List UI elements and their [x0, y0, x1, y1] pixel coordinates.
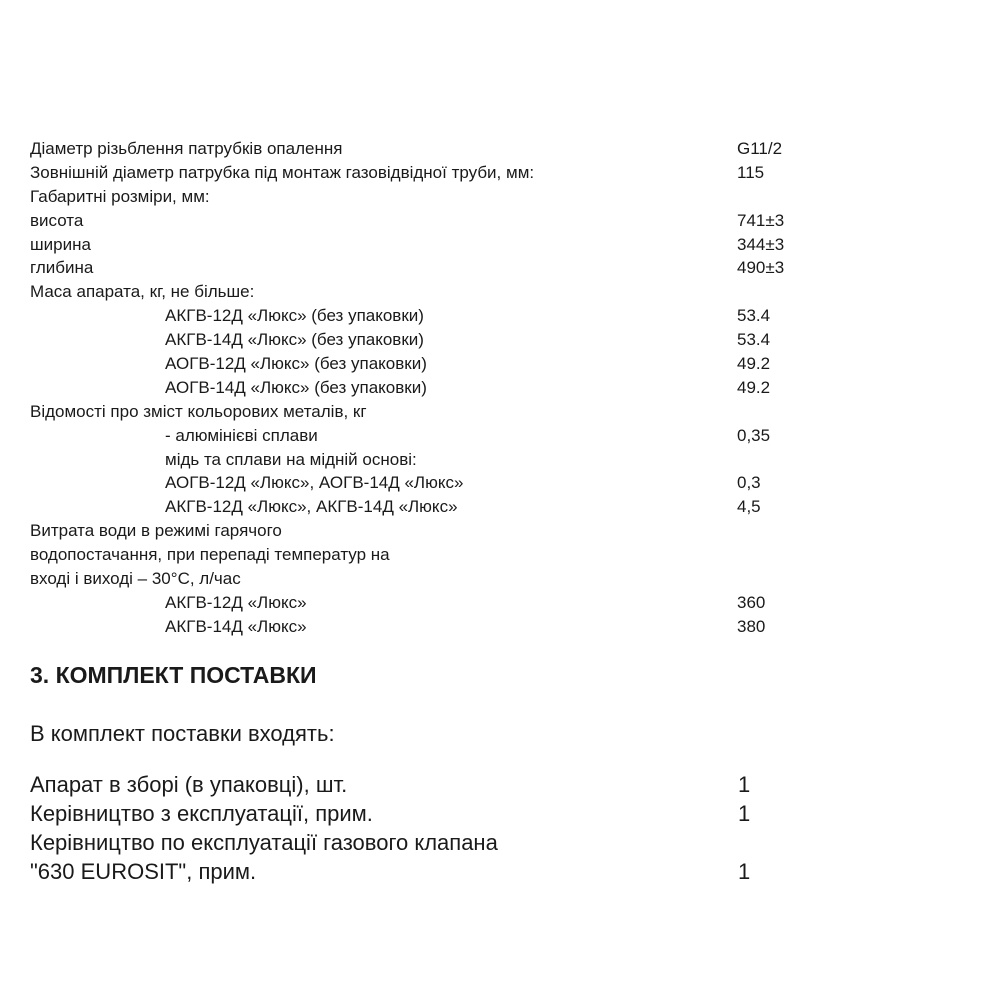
spec-label: АКГВ-12Д «Люкс» (без упаковки) [165, 306, 424, 326]
supply-item-label: Апарат в зборі (в упаковці), шт. [30, 772, 348, 797]
spec-row-water-flow-akgv-14d [30, 615, 970, 639]
spec-label: Маса апарата, кг, не більше: [30, 282, 255, 302]
supply-item-valve-manual-line1 [30, 828, 970, 857]
supply-item-label: "630 EUROSIT", прим. [30, 859, 257, 884]
spec-row-flue-pipe-diameter [30, 161, 970, 185]
spec-label: мідь та сплави на мідній основі: [165, 449, 417, 469]
spec-label: вході і виході – 30°С, л/час [30, 569, 241, 589]
spec-label: - алюмінієві сплави [165, 425, 318, 445]
spec-value: 360 [737, 592, 766, 612]
spec-label: АКГВ-14Д «Люкс» [165, 616, 307, 636]
section-title: 3. КОМПЛЕКТ ПОСТАВКИ [30, 662, 317, 688]
supply-item-valve-manual-line2 [30, 857, 970, 886]
spec-label: Зовнішній діаметр патрубка під монтаж газовідвідної труби, мм: [30, 162, 535, 182]
spec-label: Габаритні розміри, мм: [30, 186, 210, 206]
spec-value: 380 [737, 616, 766, 636]
supply-item-quantity: 1 [738, 859, 751, 884]
spec-row-mass-aogv-12d [30, 352, 970, 376]
spec-row-metals-heading [30, 400, 970, 424]
supply-intro: В комплект поставки входять: [30, 721, 335, 746]
spec-value: 49.2 [737, 354, 771, 374]
spec-value: 4,5 [737, 497, 761, 517]
supply-item-manual [30, 799, 970, 828]
spec-row-water-flow-line1 [30, 519, 970, 543]
spec-label: АОГВ-12Д «Люкс» (без упаковки) [165, 354, 427, 374]
spec-value: 115 [737, 162, 765, 182]
spec-row-dimensions-heading [30, 185, 970, 209]
spec-row-water-flow-line2 [30, 543, 970, 567]
spec-value: 741±3 [737, 210, 785, 230]
spec-row-mass-akgv-12d [30, 304, 970, 328]
spec-label: АКГВ-12Д «Люкс» [165, 592, 307, 612]
spec-label: Витрата води в режимі гарячого [30, 521, 282, 541]
spec-row-mass-aogv-14d [30, 376, 970, 400]
spec-label: глибина [30, 258, 94, 278]
spec-label: висота [30, 210, 84, 230]
spec-value: 0,3 [737, 473, 761, 493]
spec-label: Діаметр різьблення патрубків опалення [30, 139, 343, 158]
spec-row-mass-heading [30, 280, 970, 304]
spec-value: 490±3 [737, 258, 785, 278]
spec-value: 53.4 [737, 306, 771, 326]
spec-row-copper-heading [30, 448, 970, 472]
spec-value: G11/2 [737, 139, 783, 158]
spec-row-water-flow-line3 [30, 567, 970, 591]
spec-row-height [30, 209, 970, 233]
spec-row-thread-diameter [30, 137, 970, 161]
spec-value: 344±3 [737, 234, 785, 254]
supply-item-label: Керівництво з експлуатації, прим. [30, 801, 373, 826]
spec-value: 0,35 [737, 425, 771, 445]
spec-label: АКГВ-14Д «Люкс» (без упаковки) [165, 330, 424, 350]
spec-label: АКГВ-12Д «Люкс», АКГВ-14Д «Люкс» [165, 497, 458, 517]
supply-item-device [30, 770, 970, 799]
supply-list [30, 718, 970, 886]
specifications-table [30, 137, 970, 639]
spec-row-mass-akgv-14d [30, 328, 970, 352]
spec-label: водопостачання, при перепаді температур на [30, 545, 390, 565]
spec-label: Відомості про зміст кольорових металів, кг [30, 401, 367, 421]
spec-label: АОГВ-12Д «Люкс», АОГВ-14Д «Люкс» [165, 473, 464, 493]
spec-value: 49.2 [737, 377, 771, 397]
supply-item-quantity: 1 [738, 801, 751, 826]
spec-row-copper-akgv [30, 495, 970, 519]
spec-row-water-flow-akgv-12d [30, 591, 970, 615]
spec-row-width [30, 233, 970, 257]
spec-row-aluminium-alloys [30, 424, 970, 448]
supply-item-quantity: 1 [738, 772, 751, 797]
spec-row-copper-aogv [30, 471, 970, 495]
spec-label: ширина [30, 234, 91, 254]
spec-value: 53.4 [737, 330, 771, 350]
spec-row-depth [30, 256, 970, 280]
supply-item-label: Керівництво по експлуатації газового клапана [30, 830, 498, 855]
spec-label: АОГВ-14Д «Люкс» (без упаковки) [165, 377, 427, 397]
